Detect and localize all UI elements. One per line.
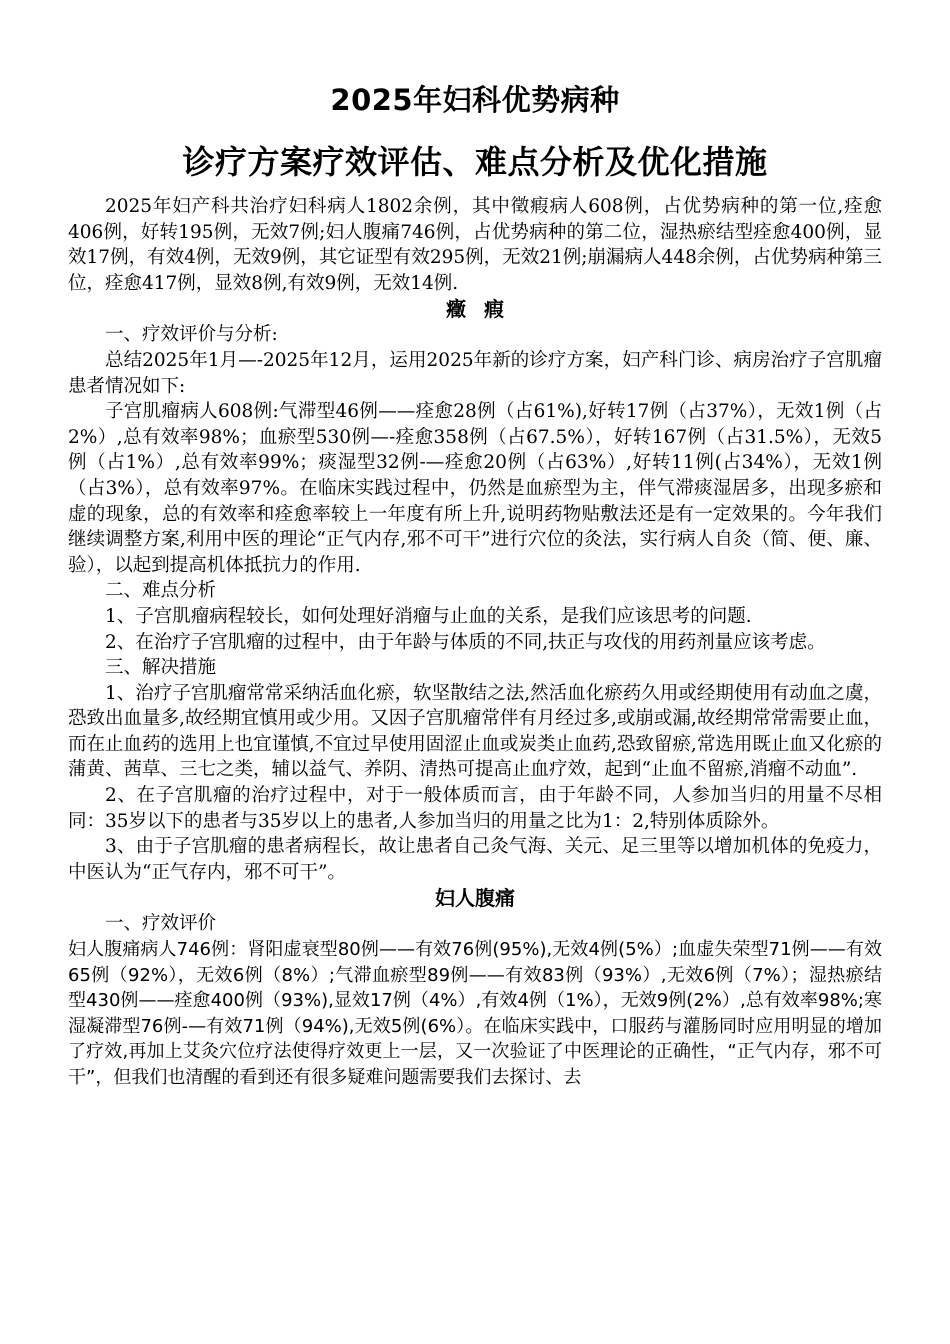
fibroid-stats-paragraph: 子宫肌瘤病人608例:气滞型46例——痊愈28例（占61%),好转17例（占37%），无效1例（占2%）,总有效率98%；血瘀型530例—-痊愈358例（占67.5%），好转167例（占31.5%），无效5例（占1%）,总有效率99%；痰湿型32例-—痊愈20例（占63%）,好转11例(占34%），无效1例（占3%），总有效率97%。在临床实践过程中，仍然是血瘀型为主，伴气滞痰湿居多，出现多瘀和虚的现象，总的有效率和痊愈率较上一年度有所上升,说明药物贴敷法还是有一定效果的。今年我们继续调整方案,利用中医的理论“正气内存,邪不可干”进行穴位的灸法，实行病人自灸（简、便、廉、验），以起到提高机体抵抗力的作用.: [68, 401, 882, 576]
document-title-line1: 2025年妇科优势病种: [330, 83, 620, 117]
section-heading-zhengjia: 癥瘕: [446, 297, 522, 322]
solution-item-3: 3、由于子宫肌瘤的患者病程长，故让患者自己灸气海、关元、足三里等以增加机体的免疫力，中医认为“正气存内，邪不可干”。: [68, 836, 882, 883]
solution-item-2: 2、在子宫肌瘤的治疗过程中，对于一般体质而言，由于年龄不同，人参加当归的用量不尽相同：35岁以下的患者与35岁以上的患者,人参加当归的用量之比为1：2,特别体质除外。: [68, 785, 882, 832]
difficulty-item-2: 2、在治疗子宫肌瘤的过程中，由于年龄与体质的不同,扶正与攻伐的用药剂量应该考虑。: [105, 631, 826, 653]
document-title-line2: 诊疗方案疗效评估、难点分析及优化措施: [182, 143, 768, 181]
difficulty-item-1: 1、子宫肌瘤病程较长，如何处理好消瘤与止血的关系，是我们应该思考的问题.: [105, 605, 752, 627]
subheading-solutions: 三、解决措施: [105, 657, 217, 679]
abdominal-pain-stats-paragraph: 妇人腹痛病人746例：肾阳虚衰型80例——有效76例(95%),无效4例(5%）;血虚失荣型71例——有效65例（92%），无效6例（8%）;气滞血瘀型89例——有效83例（93%）,无效6例（7%）；湿热瘀结型430例——痊愈400例（93%),显效17例（4%）,有效4例（1%），无效9例(2%）,总有效率98%;寒湿凝滞型76例-—有效71例（94%),无效5例(6%）。在临床实践中，口服药与灌肠同时应用明显的增加了疗效,再加上艾灸穴位疗法使得疗效更上一层，又一次验证了中医理论的正确性，“正气内存，邪不可干”，但我们也清醒的看到还有很多疑难问题需要我们去探讨、去: [68, 939, 882, 1088]
subheading-difficulty-analysis: 二、难点分析: [105, 580, 217, 602]
intro-paragraph: 2025年妇产科共治疗妇科病人1802余例，其中徵瘕病人608例，占优势病种的第一位,痊愈406例，好转195例，无效7例;妇人腹痛746例，占优势病种的第二位，湿热瘀结型痊愈400例，显效17例，有效4例，无效9例，其它证型有效295例，无效21例;崩漏病人448余例，占优势病种第三位，痊愈417例，显效8例,有效9例，无效14例.: [68, 196, 882, 294]
section-heading-abdominal-pain: 妇人腹痛: [435, 886, 515, 911]
subheading-efficacy-analysis: 一、疗效评价与分析:: [105, 324, 278, 346]
subheading-efficacy: 一、疗效评价: [105, 913, 217, 935]
solution-item-1: 1、治疗子宫肌瘤常常采纳活血化瘀，软坚散结之法,然活血化瘀药久用或经期使用有动血之虞，恐致出血量多,故经期宜慎用或少用。又因子宫肌瘤常伴有月经过多,或崩或漏,故经期常常需要止血，而在止血药的选用上也宜谨慎,不宜过早使用固涩止血或炭类止血药,恐致留瘀,常选用既止血又化瘀的蒲黄、茜草、三七之类，辅以益气、养阴、清热可提高止血疗效，起到“止血不留瘀,消瘤不动血”.: [68, 682, 882, 781]
summary-paragraph: 总结2025年1月—-2025年12月，运用2025年新的诊疗方案，妇产科门诊、病房治疗子宫肌瘤患者情况如下:: [68, 349, 882, 397]
